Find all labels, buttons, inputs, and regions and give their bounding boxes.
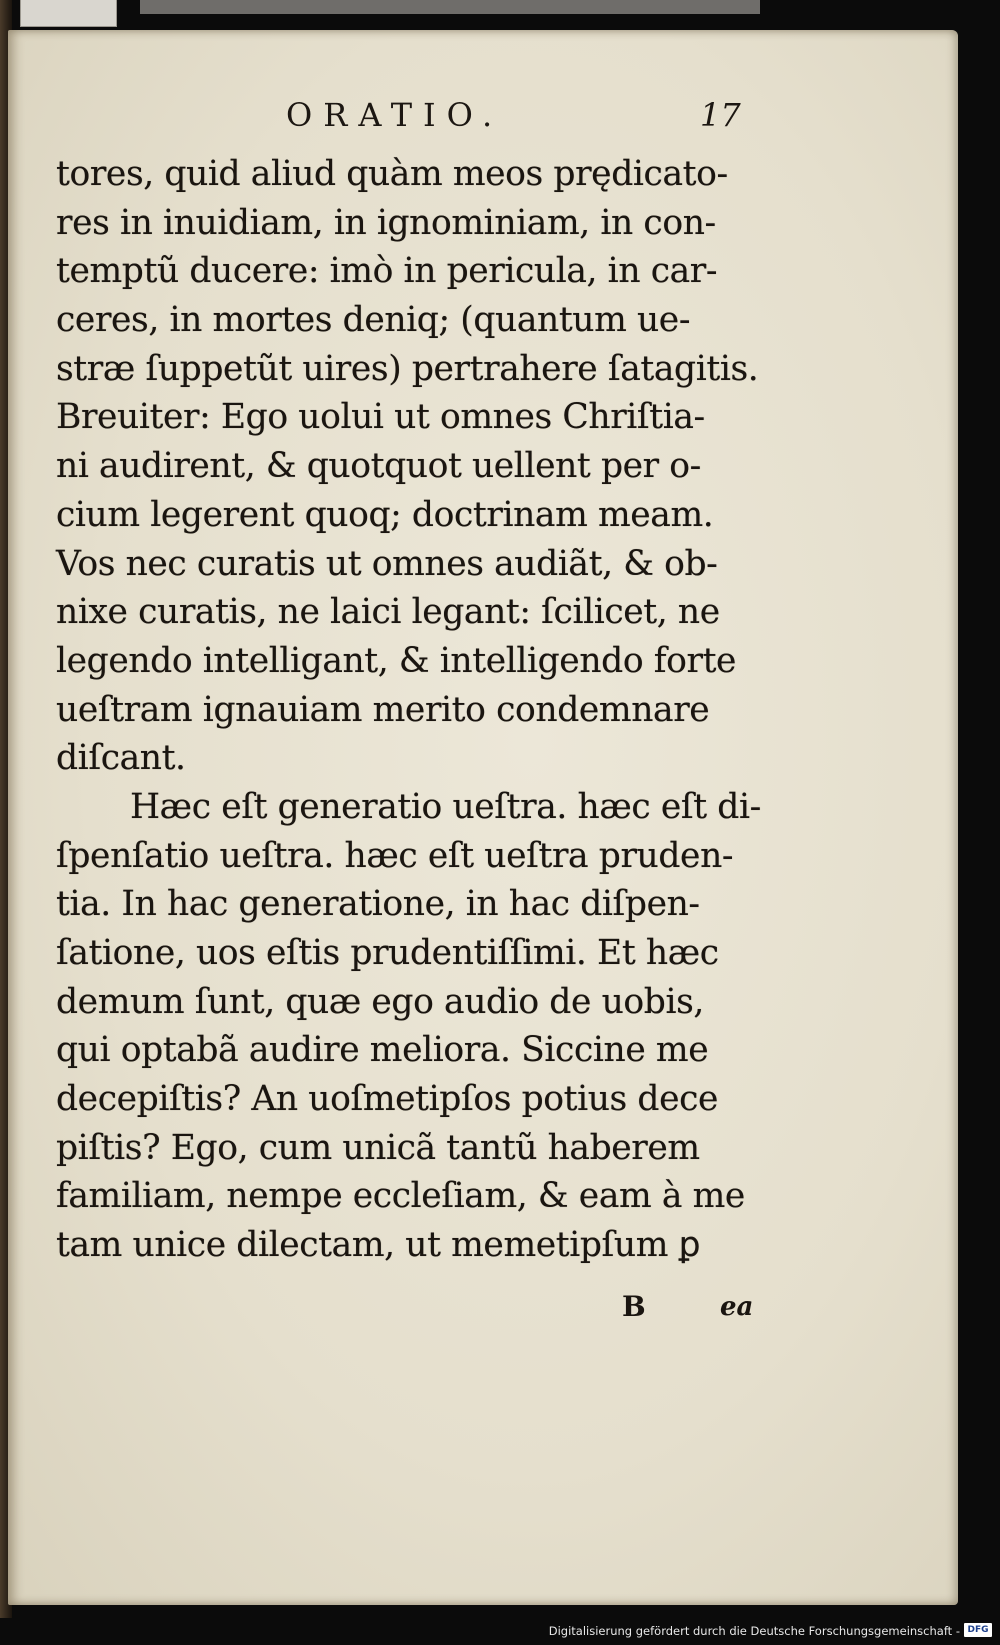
funding-credit: Digitalisierung gefördert durch die Deutsche Forschungsgemeinschaft - bbox=[548, 1624, 960, 1638]
text-line: piſtis? Ego, cum unicã tantũ haberem bbox=[56, 1127, 700, 1168]
text-line: cium legerent quoq; doctrinam meam. bbox=[56, 494, 714, 535]
page-right-shadow bbox=[958, 20, 1000, 1620]
text-line: tia. In hac generatione, in hac diſpen- bbox=[56, 884, 700, 925]
running-head: ORATIO. bbox=[286, 96, 504, 134]
text-line: res in inuidiam, in ignominiam, in con- bbox=[56, 202, 716, 243]
text-line: qui optabã audire meliora. Siccine me bbox=[56, 1030, 709, 1071]
text-line: temptũ ducere: imò in pericula, in car- bbox=[56, 251, 718, 292]
text-line: stræ ſuppetũt uires) pertrahere ſatagitis. bbox=[56, 348, 759, 389]
text-block bbox=[56, 150, 816, 1270]
text-line: ſpenſatio ueſtra. hæc eſt ueſtra pruden- bbox=[56, 835, 734, 876]
dfg-logo-icon: DFG bbox=[964, 1623, 992, 1637]
text-line: demum ſunt, quæ ego audio de uobis, bbox=[56, 981, 704, 1022]
text-line: Breuiter: Ego uolui ut omnes Chriſtia- bbox=[56, 397, 705, 438]
text-line: decepiſtis? An uoſmetipſos potius dece bbox=[56, 1079, 719, 1120]
scan-top-strip bbox=[140, 0, 760, 14]
text-line: familiam, nempe eccleſiam, & eam à me bbox=[56, 1176, 745, 1217]
text-line: nixe curatis, ne laici legant: ſcilicet, ne bbox=[56, 592, 720, 633]
paragraph-first-line: Hæc eſt generatio ueſtra. hæc eſt di- bbox=[130, 786, 761, 827]
text-line: legendo intelligant, & intelligendo forte bbox=[56, 640, 737, 681]
text-line: ni audirent, & quotquot uellent per o- bbox=[56, 446, 701, 487]
catchword: ea bbox=[720, 1292, 754, 1322]
text-line: ueſtram ignauiam merito condemnare bbox=[56, 689, 710, 730]
text-line: diſcant. bbox=[56, 738, 186, 779]
folio-number: 17 bbox=[700, 96, 741, 134]
text-line: Vos nec curatis ut omnes audiãt, & ob- bbox=[56, 543, 718, 584]
signature-mark: B bbox=[622, 1290, 646, 1323]
scan-top-tab bbox=[20, 0, 117, 27]
text-line: tores, quid aliud quàm meos prędicato- bbox=[56, 154, 728, 194]
text-line: ſatione, uos eſtis prudentiſſimi. Et hæc bbox=[56, 933, 719, 973]
text-line: tam unice dilectam, ut memetipſum ꝑ bbox=[56, 1225, 701, 1266]
text-line: ceres, in mortes deniq; (quantum ue- bbox=[56, 300, 691, 341]
